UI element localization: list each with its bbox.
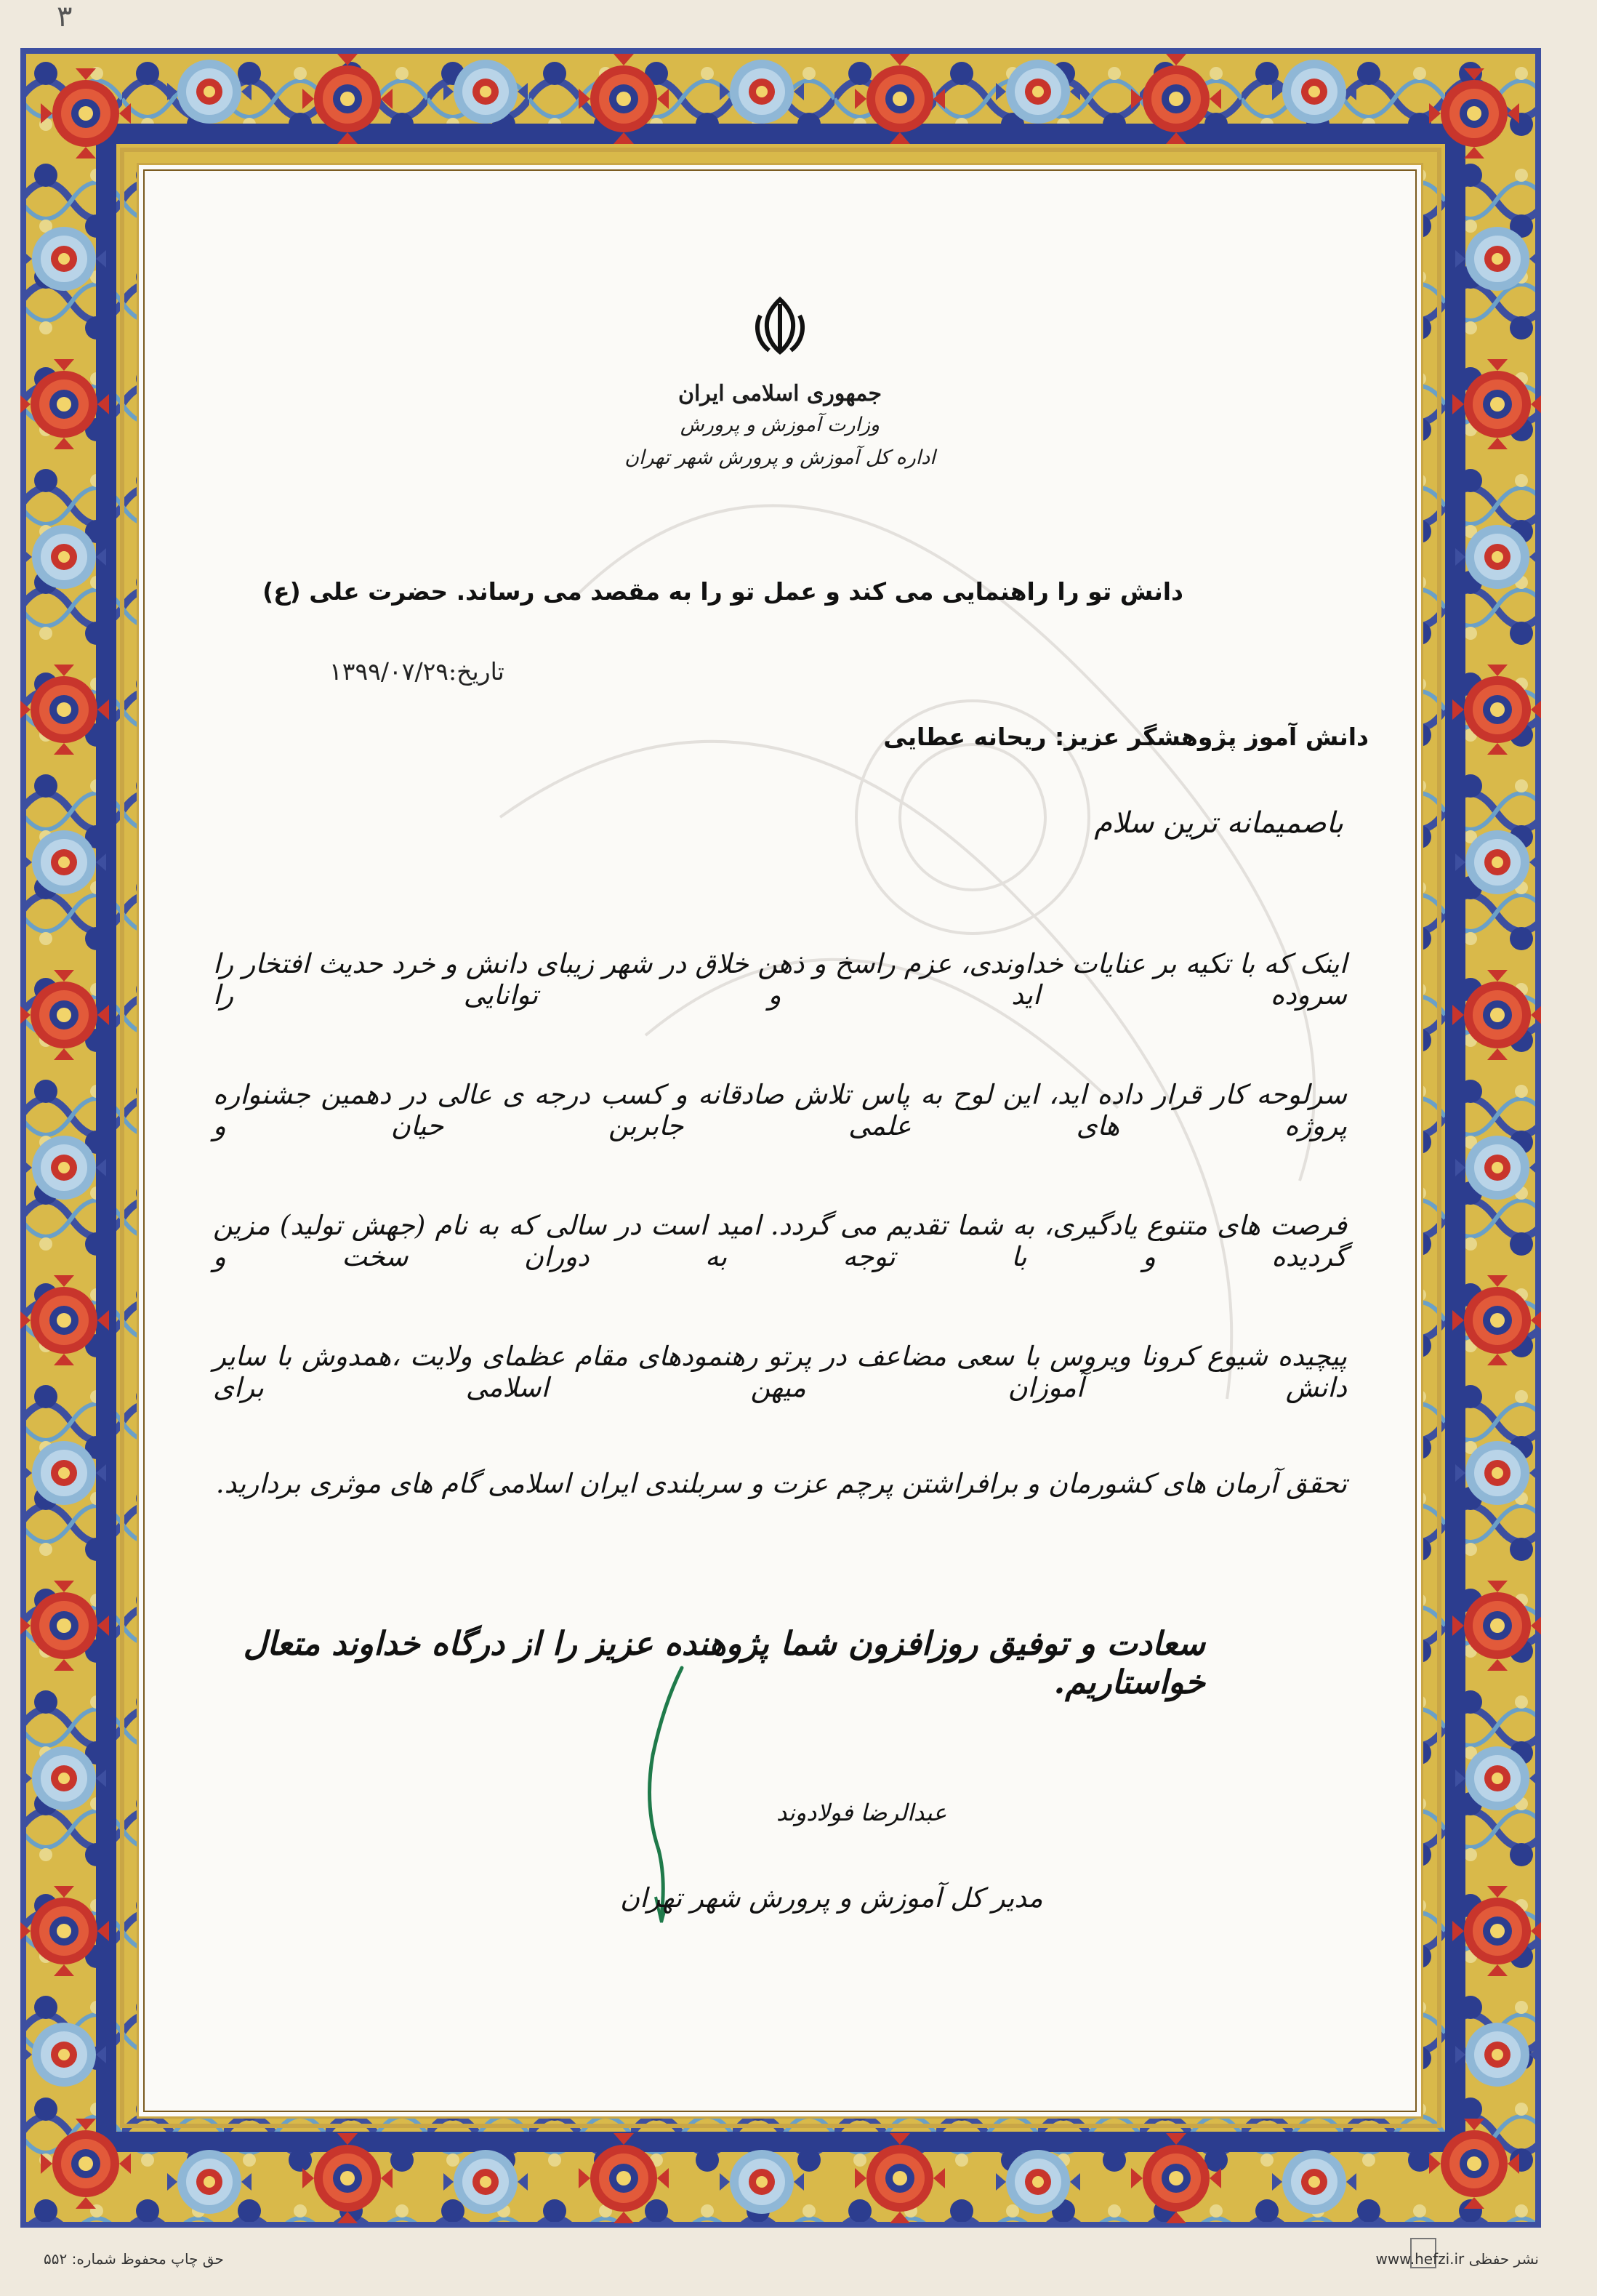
- addressee: دانش آموز پژوهشگر عزیز: ریحانه عطایی: [883, 723, 1369, 751]
- date-label: تاریخ:: [448, 657, 504, 686]
- certificate-body: [137, 163, 1423, 2119]
- header-line-ministry: وزارت آموزش و پرورش: [680, 414, 880, 436]
- body-line: اینک که با تکیه بر عنایات خداوندی، عزم راسخ و ذهن خلاق در شهر زیبای دانش و خرد حدیث افتخار را سروده اید و توانایی را: [213, 948, 1348, 1011]
- signatory-title: مدیر کل آموزش و پرورش شهر تهران: [620, 1882, 1043, 1914]
- date-line: [329, 657, 504, 686]
- salutation: باصمیمانه ترین سلام: [1094, 806, 1343, 840]
- iran-emblem-icon: [747, 294, 813, 359]
- header-line-department: اداره کل آموزش و پرورش شهر تهران: [624, 446, 936, 469]
- footer-publisher: نشر حفظی www.hefzi.ir: [1375, 2250, 1539, 2268]
- body-line: سرلوحه کار قرار داده اید، این لوح به پاس تلاش صادقانه و کسب درجه ی عالی در دهمین جشنواره پروژه های علمی جابربن حیان و: [213, 1079, 1347, 1141]
- body-line: پیچیده شیوع کرونا ویروس با سعی مضاعف در پرتو رهنمودهای مقام عظمای ولایت ،همدوش با سایر دانش آموزان میهن اسلامی برای: [213, 1341, 1347, 1403]
- quote-line: دانش تو را راهنمایی می کند و عمل تو را به مقصد می رساند. حضرت علی (ع): [262, 577, 1183, 606]
- date-value: ۱۳۹۹/۰۷/۲۹: [329, 657, 449, 686]
- signatory-name: عبدالرضا فولادوند: [776, 1799, 947, 1826]
- emblem: [137, 294, 1423, 362]
- page-corner-mark: ۳: [57, 0, 73, 33]
- footer-copyright: حق چاپ محفوظ شماره: ۵۵۲: [44, 2250, 224, 2268]
- body-line: فرصت های متنوع یادگیری، به شما تقدیم می گردد. امید است در سالی که به نام (جهش تولید) مزین گردیده و با توجه به دوران سخت و: [213, 1210, 1347, 1272]
- body-line: تحقق آرمان های کشورمان و برافراشتن پرچم عزت و سربلندی ایران اسلامی گام های موثری بردارید.: [215, 1468, 1347, 1499]
- closing-line: سعادت و توفیق روزافزون شما پژوهنده عزیز را از درگاه خداوند متعال خواستاریم.: [243, 1624, 1205, 1701]
- header-line-republic: جمهوری اسلامی ایران: [677, 381, 882, 406]
